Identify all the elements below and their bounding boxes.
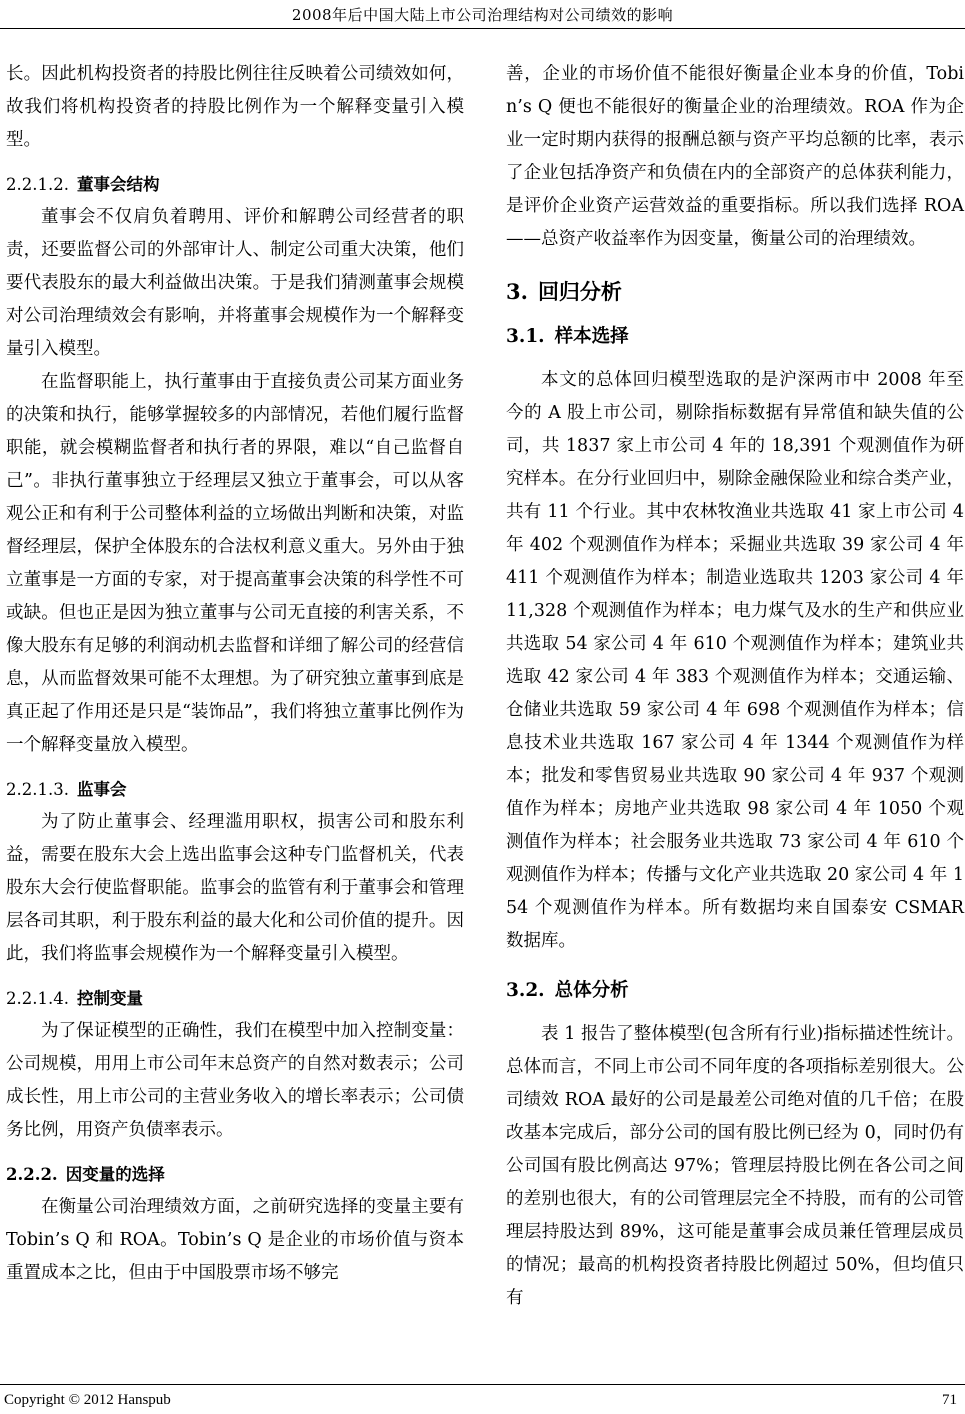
heading-3-2	[506, 974, 964, 1008]
paragraph-board-structure: 董事会不仅肩负着聘用、评价和解聘公司经营者的职责，还要监督公司的外部审计人、制定公司重大决策，他们要代表股东的最大利益做出决策。于是我们猜测董事会规模对公司治理绩效会有影响，并将董事会规模作为一个解释变量引入模型。	[6, 207, 464, 359]
heading-title: 总体分析	[554, 980, 629, 1001]
heading-title: 回归分析	[537, 279, 622, 304]
heading-number: 3.2.	[506, 980, 545, 1001]
page-number: 71	[942, 1392, 957, 1408]
heading-3-1	[506, 320, 964, 354]
paragraph-overall-analysis: 表 1 报告了整体模型(包含所有行业)指标描述性统计。总体而言，不同上市公司不同年度的各项指标差别很大。公司绩效 ROA 最好的公司是最差公司绝对值的几千倍；在股改基本完成后，部分公司的国有股比例已经为 0，同时仍有公司国有股比例高达 97%；管理层持股比例在各公司之间的差别也很大，有的公司管理层完全不持股，而有的公司管理层持股达到 89%，这可能是董事会成员兼任管理层成员的情况；最高的机构投资者持股比例超过 50%，但均值只有	[506, 1024, 964, 1308]
heading-number: 2.2.1.4.	[6, 989, 69, 1008]
heading-title: 董事会结构	[76, 175, 160, 194]
heading-section-3	[506, 272, 964, 312]
heading-2-2-1-2	[6, 169, 464, 201]
right-column	[506, 58, 964, 1315]
heading-number: 2.2.1.3.	[6, 780, 69, 799]
paragraph-dependent-variable-continued: 善，企业的市场价值不能很好衡量企业本身的价值，Tobin’s Q 便也不能很好的衡量企业的治理绩效。ROA 作为企业一定时期内获得的报酬总额与资产平均总额的比率，表示了企业包括净资产和负债在内的全部资产的总体获利能力，是评价企业资产运营效益的重要指标。所以我们选择 ROA——总资产收益率作为因变量，衡量公司的治理绩效。	[506, 64, 964, 249]
running-header: 2008年后中国大陆上市公司治理结构对公司绩效的影响	[291, 6, 674, 24]
paragraph-sample-selection: 本文的总体回归模型选取的是沪深两市中 2008 年至今的 A 股上市公司，剔除指标数据有异常值和缺失值的公司，共 1837 家上市公司 4 年的 18,391 个观测值作为研究样本。在分行业回归中，剔除金融保险业和综合类产业，共有 11 个行业。其中农林牧渔业共选取 41 家上市公司 4 年 402 个观测值作为样本；采掘业共选取 39 家公司 4 年 411 个观测值作为样本；制造业选取共 1203 家公司 4 年 11,328 个观测值作为样本；电力煤气及水的生产和供应业共选取 54 家公司 4 年 610 个观测值作为样本；建筑业共选取 42 家公司 4 年 383 个观测值作为样本；交通运输、仓储业共选取 59 家公司 4 年 698 个观测值作为样本；信息技术业共选取 167 家公司 4 年 1344 个观测值作为样本；批发和零售贸易业共选取 90 家公司 4 年 937 个观测值作为样本；房地产业共选取 98 家公司 4 年 1050 个观测值作为样本；社会服务业共选取 73 家公司 4 年 610 个观测值作为样本；传播与文化产业共选取 20 家公司 4 年 154 个观测值作为样本。所有数据均来自国泰安 CSMAR 数据库。	[506, 370, 964, 951]
heading-number: 2.2.1.2.	[6, 175, 69, 194]
footer-rule	[0, 1384, 965, 1385]
header-rule	[0, 28, 965, 29]
paragraph-intro-continued: 长。因此机构投资者的持股比例往往反映着公司绩效如何，故我们将机构投资者的持股比例作为一个解释变量引入模型。	[6, 64, 464, 150]
paragraph-dependent-variable: 在衡量公司治理绩效方面，之前研究选择的变量主要有 Tobin’s Q 和 ROA。Tobin’s Q 是企业的市场价值与资本重置成本之比，但由于中国股票市场不够完	[6, 1197, 464, 1283]
heading-2-2-2	[6, 1159, 464, 1191]
heading-title: 监事会	[76, 780, 127, 799]
heading-title: 因变量的选择	[65, 1165, 165, 1184]
paragraph-supervisory-board: 为了防止董事会、经理滥用职权，损害公司和股东利益，需要在股东大会上选出监事会这种专门监督机关，代表股东大会行使监督职能。监事会的监管有利于董事会和管理层各司其职，利于股东利益的最大化和公司价值的提升。因此，我们将监事会规模作为一个解释变量引入模型。	[6, 812, 464, 964]
heading-title: 样本选择	[554, 326, 629, 347]
paragraph-independent-directors: 在监督职能上，执行董事由于直接负责公司某方面业务的决策和执行，能够掌握较多的内部情况，若他们履行监督职能，就会模糊监督者和执行者的界限，难以“自己监督自己”。非执行董事独立于经理层又独立于董事会，可以从客观公正和有利于公司整体利益的立场做出判断和决策，对监督经理层，保护全体股东的合法权利意义重大。另外由于独立董事是一方面的专家，对于提高董事会决策的科学性不可或缺。但也正是因为独立董事与公司无直接的利害关系，不像大股东有足够的利润动机去监督和详细了解公司的经营信息，从而监督效果可能不太理想。为了研究独立董事到底是真正起了作用还是只是“装饰品”，我们将独立董事比例作为一个解释变量放入模型。	[6, 372, 464, 755]
heading-number: 3.1.	[506, 326, 545, 347]
left-column	[6, 58, 464, 1290]
heading-number: 3.	[506, 279, 528, 304]
paragraph-control-variables: 为了保证模型的正确性，我们在模型中加入控制变量：公司规模，用用上市公司年末总资产的自然对数表示；公司成长性，用上市公司的主营业务收入的增长率表示；公司债务比例，用资产负债率表示。	[6, 1021, 464, 1140]
heading-2-2-1-4	[6, 983, 464, 1015]
heading-2-2-1-3	[6, 774, 464, 806]
copyright-text: Copyright © 2012 Hanspub	[4, 1392, 171, 1408]
heading-number: 2.2.2.	[6, 1165, 58, 1184]
heading-title: 控制变量	[76, 989, 143, 1008]
